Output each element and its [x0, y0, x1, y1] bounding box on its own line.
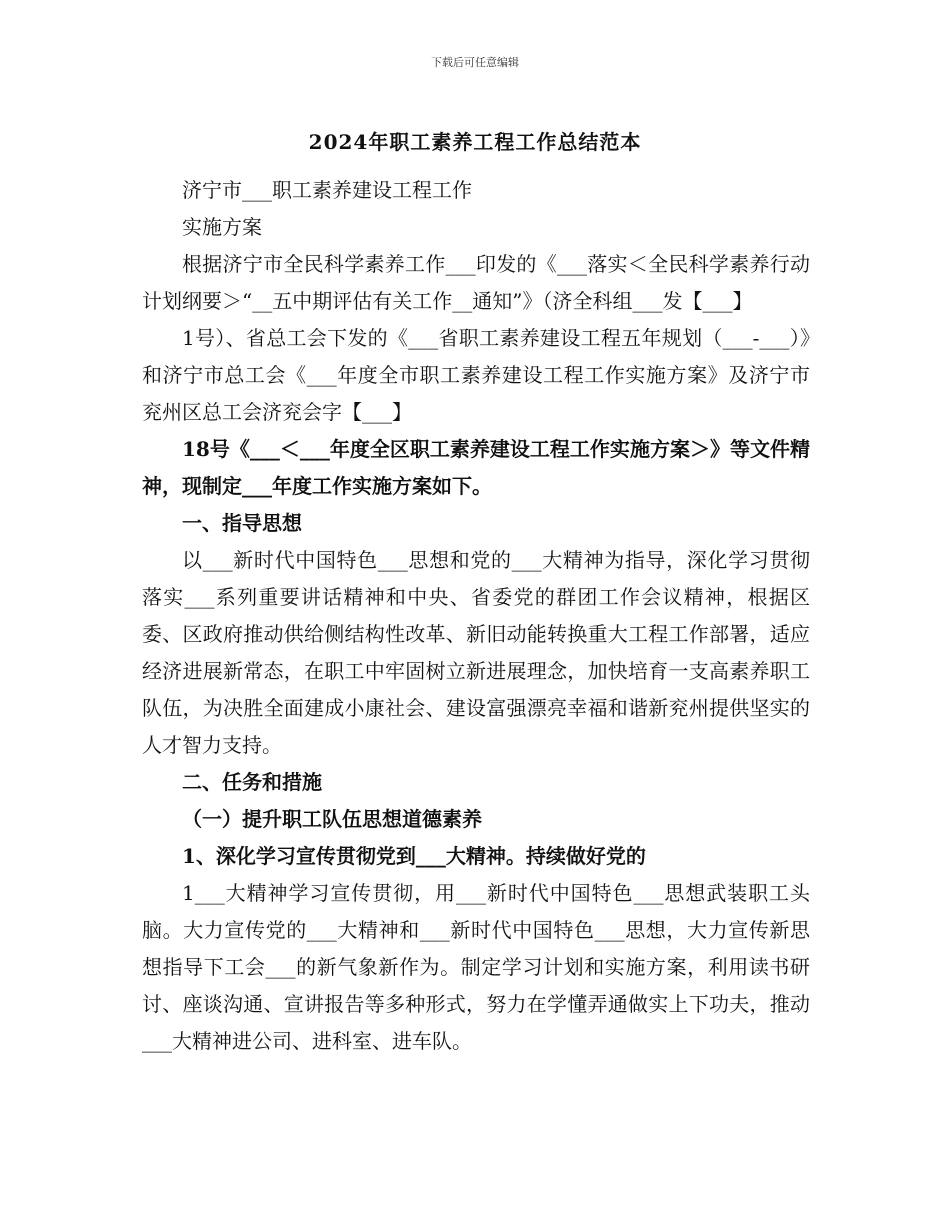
paragraph-basis-1: 根据济宁市全民科学素养工作___印发的《___落实＜全民科学素养行动计划纲要＞“__五中期评估有关工作__通知”》（济全科组___发【___】: [142, 252, 810, 313]
document-body: [142, 172, 810, 1060]
subsection-heading-1: （一）提升职工队伍思想道德素养: [182, 807, 482, 831]
paragraph-basis-3: 18号《___＜___年度全区职工素养建设工程工作实施方案＞》等文件精神，现制定___年度工作实施方案如下。: [142, 437, 810, 498]
paragraph-plan-label: 实施方案: [182, 215, 262, 239]
paragraph-org-line: 济宁市___职工素养建设工程工作: [182, 178, 472, 202]
document-title: 2024年职工素养工程工作总结范本: [308, 130, 642, 154]
header-note: 下载后可任意编辑: [431, 56, 519, 69]
paragraph-guiding-thought: 以___新时代中国特色___思想和党的___大精神为指导，深化学习贯彻落实___系列重要讲话精神和中央、省委党的群团工作会议精神，根据区委、区政府推动供给侧结构性改革、新旧动能转换重大工程工作部署，适应经济进展新常态，在职工中牢固树立新进展理念，加快培育一支高素养职工队伍，为决胜全面建成小康社会、建设富强漂亮幸福和谐新兖州提供坚实的人才智力支持。: [142, 548, 810, 757]
paragraph-basis-2: 1号）、省总工会下发的《___省职工素养建设工程五年规划（___-___）》和济宁市总工会《___年度全市职工素养建设工程工作实施方案》及济宁市兖州区总工会济兖会字【___】: [142, 326, 810, 424]
section-heading-tasks: 二、任务和措施: [182, 770, 322, 794]
section-heading-guiding-thought: 一、指导思想: [182, 511, 302, 535]
paragraph-item-1: 1___大精神学习宣传贯彻，用___新时代中国特色___思想武装职工头脑。大力宣传党的___大精神和___新时代中国特色___思想，大力宣传新思想指导下工会___的新气象新作为。制定学习计划和实施方案，利用读书研讨、座谈沟通、宣讲报告等多种形式，努力在学懂弄通做实上下功夫，推动___大精神进公司、进科室、进车队。: [142, 881, 810, 1053]
item-heading-1: 1、深化学习宣传贯彻党到___大精神。持续做好党的: [182, 844, 646, 868]
